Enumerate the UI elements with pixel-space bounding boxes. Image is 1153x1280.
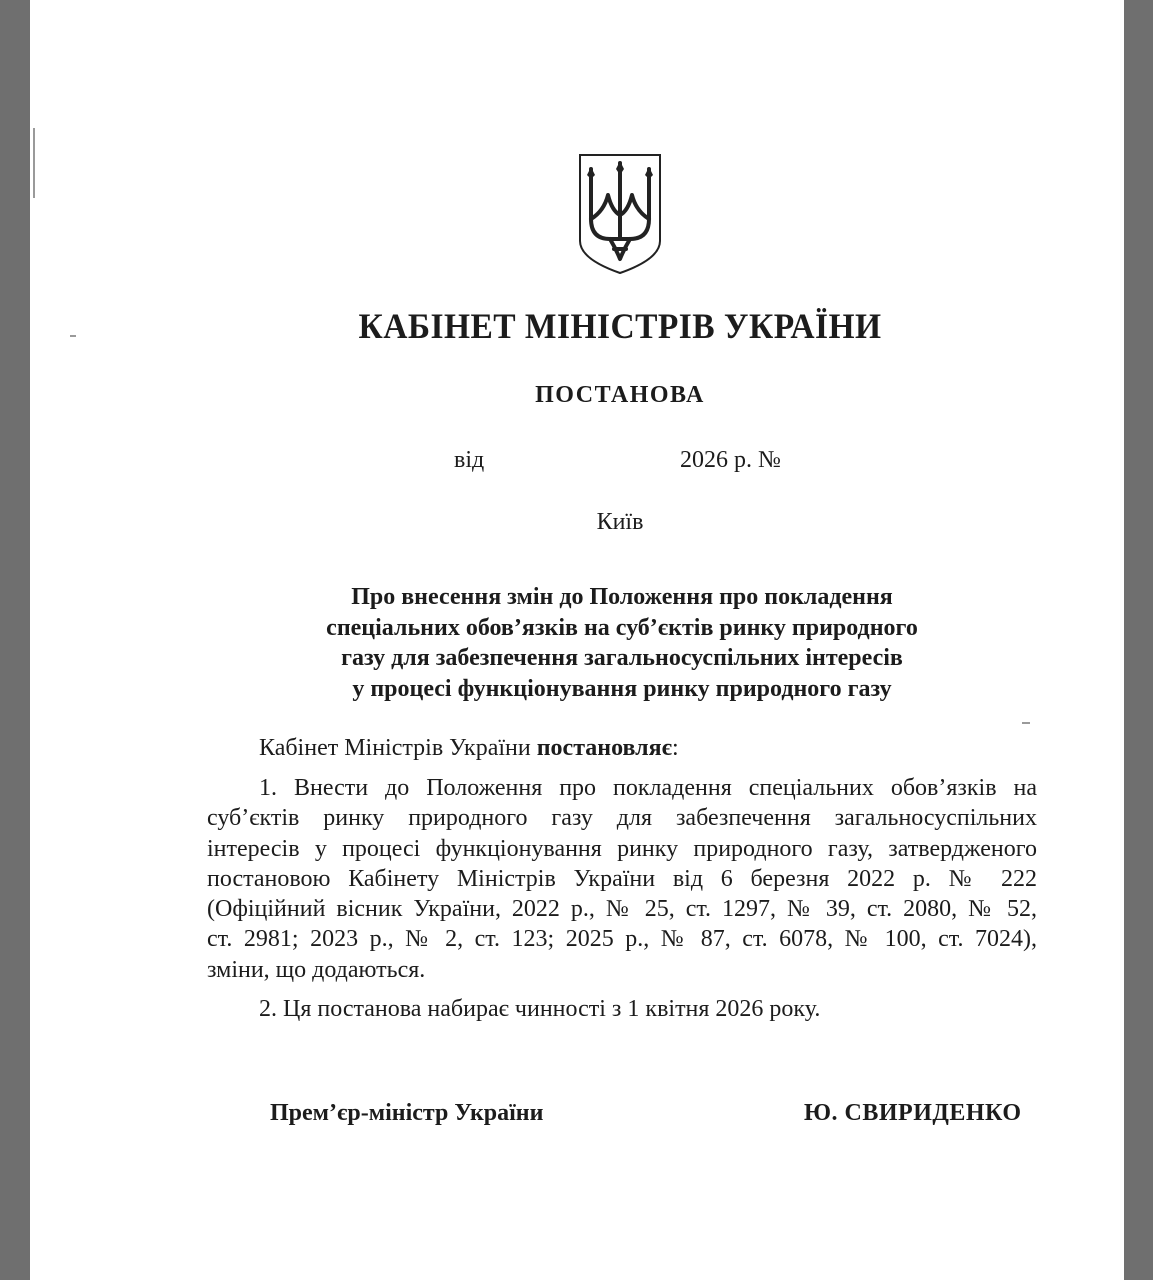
resolution-subject — [0, 582, 1153, 704]
date-year-number: 2026 р. № — [680, 447, 781, 473]
issuer-title: КАБІНЕТ МІНІСТРІВ УКРАЇНИ — [358, 306, 882, 346]
scan-artifact — [33, 128, 35, 198]
signature-name: Ю. СВИРИДЕНКО — [804, 1100, 1022, 1126]
signature-role: Прем’єр-міністр України — [270, 1100, 544, 1126]
preamble — [259, 733, 1089, 763]
item-1-line: суб’єктів ринку природного газу для забезпечення загальносуспільних — [207, 805, 1037, 832]
item-1-line: інтересів у процесі функціонування ринку природного газу, затвердженого — [207, 835, 1037, 862]
item-1-line: ст. 2981; 2023 р., № 2, ст. 123; 2025 р., № 87, ст. 6078, № 100, ст. 7024), — [207, 926, 1037, 953]
item-1-line: 1. Внести до Положення про покладення спеціальних обов’язків на — [259, 775, 1037, 801]
item-1-line: постановою Кабінету Міністрів України від 6 березня 2022 р. № 222 — [207, 865, 1037, 892]
date-prefix: від — [454, 447, 485, 473]
ukraine-coat-of-arms-trident-icon — [578, 153, 662, 275]
scan-artifact — [1022, 722, 1030, 724]
subject-line: Про внесення змін до Положення про покладення — [351, 584, 893, 610]
preamble-colon: : — [671, 735, 679, 761]
item-1-line: (Офіційний вісник України, 2022 р., № 25, ст. 1297, № 39, ст. 2080, № 52, — [207, 896, 1037, 923]
subject-line: спеціальних обов’язків на суб’єктів ринку природного — [326, 614, 918, 641]
city: Київ — [596, 509, 644, 535]
item-1 — [207, 773, 1037, 985]
item-1-line: зміни, що додаються. — [207, 956, 426, 983]
preamble-text: Кабінет Міністрів України — [259, 735, 537, 761]
document-type-heading: ПОСТАНОВА — [535, 382, 705, 408]
item-2: 2. Ця постанова набирає чинності з 1 квітня 2026 року. — [259, 996, 821, 1022]
subject-line: газу для забезпечення загальносуспільних інтересів — [341, 645, 903, 671]
subject-line: у процесі функціонування ринку природного газу — [352, 675, 892, 702]
preamble-verb: постановляє — [536, 735, 672, 761]
